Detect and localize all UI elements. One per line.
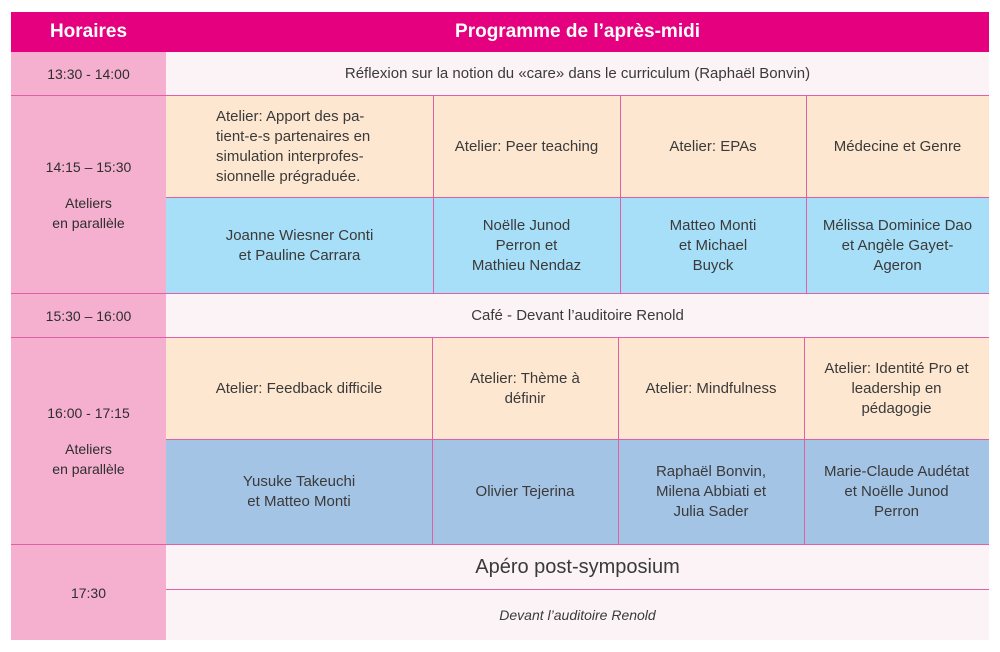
grid-line xyxy=(433,96,434,293)
grid-line xyxy=(11,337,989,338)
apero-title: Apéro post-symposium xyxy=(166,545,989,589)
speakers-tejerina: Olivier Tejerina xyxy=(432,440,618,544)
grid-line xyxy=(166,197,989,198)
atelier-patients-partenaires: Atelier: Apport des pa- tient-e-s partenaires en simulation interprofes- sionnelle prégraduée. xyxy=(166,96,433,198)
atelier-epas: Atelier: EPAs xyxy=(620,96,806,198)
grid-line xyxy=(806,96,807,293)
grid-line xyxy=(166,439,989,440)
time-17-30: 17:30 xyxy=(11,545,166,640)
grid-line xyxy=(432,338,433,544)
grid-line xyxy=(618,338,619,544)
atelier-peer-teaching: Atelier: Peer teaching xyxy=(433,96,620,198)
atelier-mindfulness: Atelier: Mindfulness xyxy=(618,338,804,440)
grid-line xyxy=(804,338,805,544)
time-16-00-cell xyxy=(11,338,166,544)
header-programme: Programme de l’après-midi xyxy=(166,12,989,52)
atelier-identite-pro: Atelier: Identité Pro et leadership en pédagogie xyxy=(804,338,989,440)
grid-line xyxy=(11,95,989,96)
en-parallele-label: en parallèle xyxy=(52,214,125,231)
speakers-takeuchi-monti: Yusuke Takeuchi et Matteo Monti xyxy=(166,440,432,544)
ateliers-label: Ateliers xyxy=(65,194,112,211)
speakers-junod-nendaz: Noëlle Junod Perron et Mathieu Nendaz xyxy=(433,198,620,293)
row1-text: Réflexion sur la notion du «care» dans le curriculum (Raphaël Bonvin) xyxy=(166,52,989,95)
ateliers-label-2: Ateliers xyxy=(65,441,112,457)
atelier-feedback: Atelier: Feedback difficile xyxy=(166,338,432,440)
apero-subtitle: Devant l’auditoire Renold xyxy=(166,590,989,640)
grid-line xyxy=(11,293,989,294)
cafe-text: Café - Devant l’auditoire Renold xyxy=(166,294,989,337)
speakers-dao-gayet: Mélissa Dominice Dao et Angèle Gayet- Ageron xyxy=(806,198,989,293)
speakers-wiesner-carrara: Joanne Wiesner Conti et Pauline Carrara xyxy=(166,198,433,293)
atelier-theme: Atelier: Thème à définir xyxy=(432,338,618,440)
header-horaires: Horaires xyxy=(11,12,166,52)
grid-line xyxy=(620,96,621,293)
time-14-15: 14:15 – 15:30 xyxy=(45,158,132,175)
time-13-30: 13:30 - 14:00 xyxy=(11,52,166,95)
grid-line xyxy=(166,589,989,590)
time-14-15-cell xyxy=(11,96,166,293)
time-15-30: 15:30 – 16:00 xyxy=(11,294,166,337)
time-16-00: 16:00 - 17:15 xyxy=(47,405,130,421)
speakers-audetat-junod: Marie-Claude Audétat et Noëlle Junod Perron xyxy=(804,440,989,544)
en-parallele-label-2: en parallèle xyxy=(52,461,125,477)
grid-line xyxy=(11,544,989,545)
speakers-monti-buyck: Matteo Monti et Michael Buyck xyxy=(620,198,806,293)
speakers-bonvin-abbiati-sader: Raphaël Bonvin, Milena Abbiati et Julia Sader xyxy=(618,440,804,544)
atelier-medecine-genre: Médecine et Genre xyxy=(806,96,989,198)
